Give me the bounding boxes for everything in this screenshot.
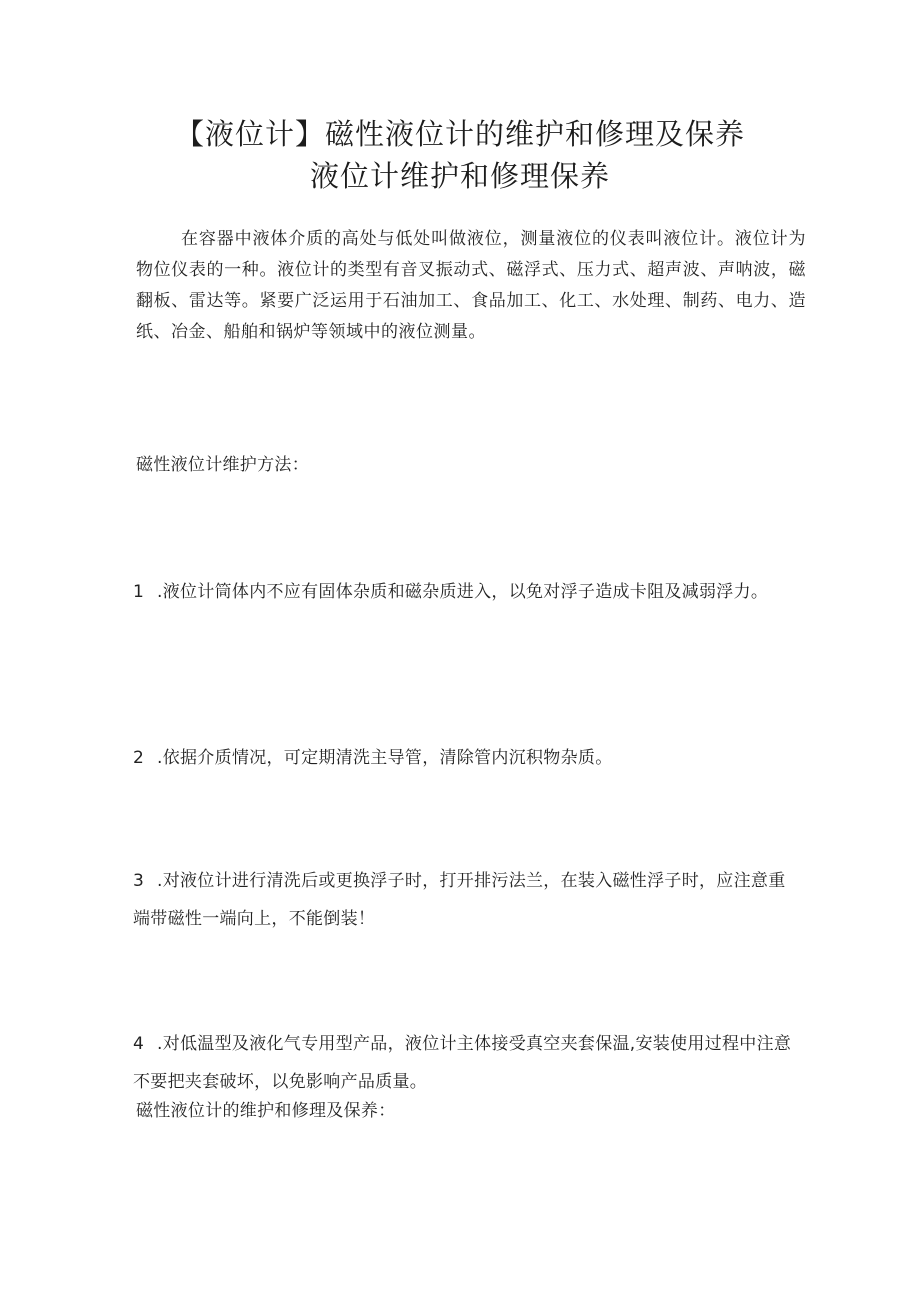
list-item <box>133 573 793 611</box>
document-subtitle: 液位计维护和修理保养 <box>309 159 610 193</box>
list-item-number: 1 <box>133 582 145 602</box>
intro-paragraph: 在容器中液体介质的高处与低处叫做液位，测量液位的仪表叫液位计。液位计为物位仪表的一种。液位计的类型有音叉振动式、磁浮式、压力式、超声波、声呐波，磁翻板、雷达等。紧要广泛运用于石油加工、食品加工、化工、水处理、制药、电力、造纸、冶金、船舶和锅炉等领域中的液位测量。 <box>136 229 806 342</box>
list-item-number: 2 <box>133 748 145 768</box>
list-item <box>133 862 793 938</box>
list-item-text: .对液位计进行清洗后或更换浮子时，打开排污法兰，在装入磁性浮子时，应注意重端带磁性一端向上，不能倒装！ <box>133 871 786 929</box>
list-item-text: .依据介质情况，可定期清洗主导管，清除管内沉积物杂质。 <box>157 748 613 768</box>
list-item-text: .液位计筒体内不应有固体杂质和磁杂质进入，以免对浮子造成卡阻及减弱浮力。 <box>157 582 769 602</box>
section-heading: 磁性液位计维护方法： <box>136 455 309 475</box>
list-item-number: 3 <box>133 871 145 891</box>
list-item <box>133 1025 793 1101</box>
list-item <box>133 739 793 777</box>
list-item-text: .对低温型及液化气专用型产品，液位计主体接受真空夹套保温,安装使用过程中注意不要把夹套破坏，以免影响产品质量。 <box>133 1034 792 1092</box>
closing-heading: 磁性液位计的维护和修理及保养： <box>136 1101 396 1121</box>
list-item-number: 4 <box>133 1034 145 1054</box>
document-title: 【液位计】磁性液位计的维护和修理及保养 <box>174 117 745 151</box>
